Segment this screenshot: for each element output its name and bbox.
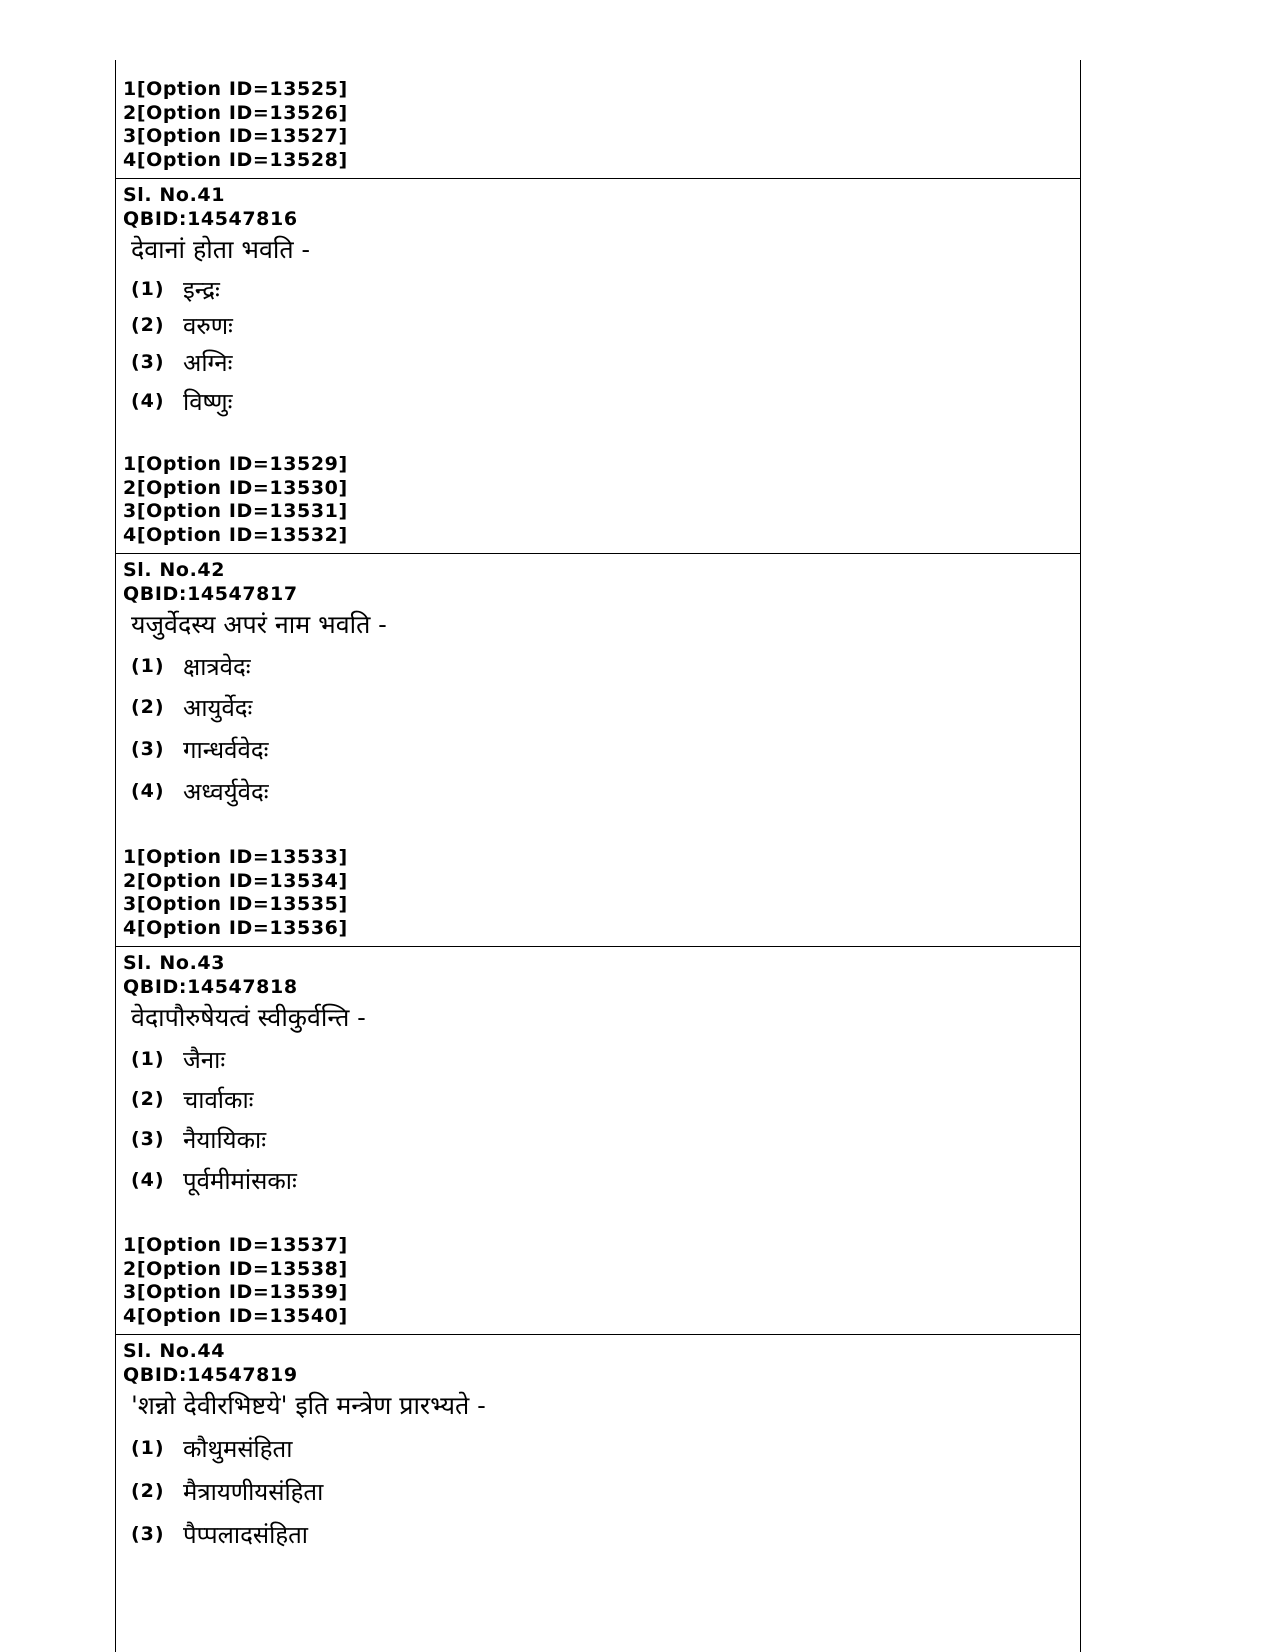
question-text: वेदापौरुषेयत्वं स्वीकुर्वन्ति -: [131, 1003, 366, 1032]
option-text: क्षात्रवेदः: [183, 652, 251, 681]
option-item: [116, 646, 1080, 686]
option-item: [116, 770, 1080, 812]
option-item: [116, 1427, 1080, 1469]
serial-number: Sl. No.42: [123, 559, 226, 581]
qbid: QBID:14547819: [123, 1363, 298, 1386]
option-text: इन्द्रः: [183, 275, 220, 304]
question-text: 'शन्नो देवीरभिष्टये' इति मन्त्रेण प्रारभ्यते -: [131, 1391, 486, 1420]
option-text: पैप्पलादसंहिता: [183, 1520, 308, 1549]
option-number: (2): [131, 1480, 165, 1502]
option-number: (1): [131, 655, 165, 677]
option-item: [116, 381, 1080, 421]
option-item: [116, 1039, 1080, 1079]
option-item: [116, 343, 1080, 381]
qbid: QBID:14547818: [123, 975, 298, 998]
option-item: [116, 1159, 1080, 1201]
option-item: [116, 271, 1080, 307]
option-id-line: 2[Option ID=13538]: [123, 1257, 348, 1280]
option-text: मैत्रायणीयसंहिता: [183, 1477, 324, 1506]
option-text: पूर्वमीमांसकाः: [183, 1166, 297, 1195]
option-id-line: 4[Option ID=13536]: [123, 916, 348, 939]
option-item: [116, 1469, 1080, 1513]
option-ids: [116, 1234, 348, 1328]
option-id-line: 3[Option ID=13531]: [123, 500, 348, 522]
question-block-41: [116, 178, 1080, 553]
option-id-line: 4[Option ID=13540]: [123, 1304, 348, 1327]
serial-number: Sl. No.43: [123, 952, 226, 974]
serial-number: Sl. No.41: [123, 184, 226, 206]
question-block-44: [116, 1334, 1080, 1652]
option-text: आयुर्वेदः: [183, 693, 253, 722]
option-number: (2): [131, 1088, 165, 1110]
option-number: (3): [131, 738, 165, 760]
option-item: [116, 1513, 1080, 1555]
option-id-line: 3[Option ID=13527]: [123, 125, 348, 147]
option-item: [116, 1119, 1080, 1159]
option-number: (2): [131, 696, 165, 718]
option-id-line: 1[Option ID=13525]: [123, 78, 348, 100]
question-text: यजुर्वेदस्य अपरं नाम भवति -: [131, 610, 387, 639]
option-item: [116, 307, 1080, 343]
qbid: QBID:14547817: [123, 582, 298, 605]
option-id-line: 3[Option ID=13539]: [123, 1281, 348, 1303]
option-number: (1): [131, 1437, 165, 1459]
option-number: (3): [131, 1523, 165, 1545]
option-text: चार्वाकाः: [183, 1085, 254, 1114]
option-id-line: 2[Option ID=13534]: [123, 869, 348, 892]
option-ids: [116, 453, 348, 547]
option-text: विष्णुः: [183, 387, 233, 416]
question-text: देवानां होता भवति -: [131, 235, 310, 264]
option-text: गान्धर्ववेदः: [183, 735, 269, 764]
option-id-line: 3[Option ID=13535]: [123, 893, 348, 915]
option-text: कौथुमसंहिता: [183, 1434, 293, 1463]
option-number: (2): [131, 314, 165, 336]
option-item: [116, 728, 1080, 770]
option-id-line: 1[Option ID=13529]: [123, 453, 348, 475]
option-number: (4): [131, 1169, 165, 1191]
option-id-line: 1[Option ID=13537]: [123, 1234, 348, 1256]
option-text: वरुणः: [183, 311, 233, 340]
option-number: (1): [131, 1048, 165, 1070]
option-number: (3): [131, 1128, 165, 1150]
option-ids: [116, 846, 348, 940]
option-number: (3): [131, 351, 165, 373]
option-number: (4): [131, 780, 165, 802]
option-id-line: 4[Option ID=13528]: [123, 148, 348, 171]
option-item: [116, 1079, 1080, 1119]
qbid: QBID:14547816: [123, 207, 298, 230]
option-text: नैयायिकाः: [183, 1125, 267, 1154]
option-text: अध्वर्युवेदः: [183, 777, 269, 806]
option-text: जैनाः: [183, 1045, 226, 1074]
option-id-line: 2[Option ID=13526]: [123, 101, 348, 124]
option-text: अग्निः: [183, 348, 233, 377]
option-number: (4): [131, 390, 165, 412]
option-id-line: 2[Option ID=13530]: [123, 476, 348, 499]
option-id-line: 4[Option ID=13532]: [123, 523, 348, 546]
option-id-line: 1[Option ID=13533]: [123, 846, 348, 868]
question-table: [115, 60, 1081, 1652]
serial-number: Sl. No.44: [123, 1340, 226, 1362]
question-block-42: [116, 553, 1080, 946]
question-block-43: [116, 946, 1080, 1334]
option-item: [116, 686, 1080, 728]
option-number: (1): [131, 278, 165, 300]
